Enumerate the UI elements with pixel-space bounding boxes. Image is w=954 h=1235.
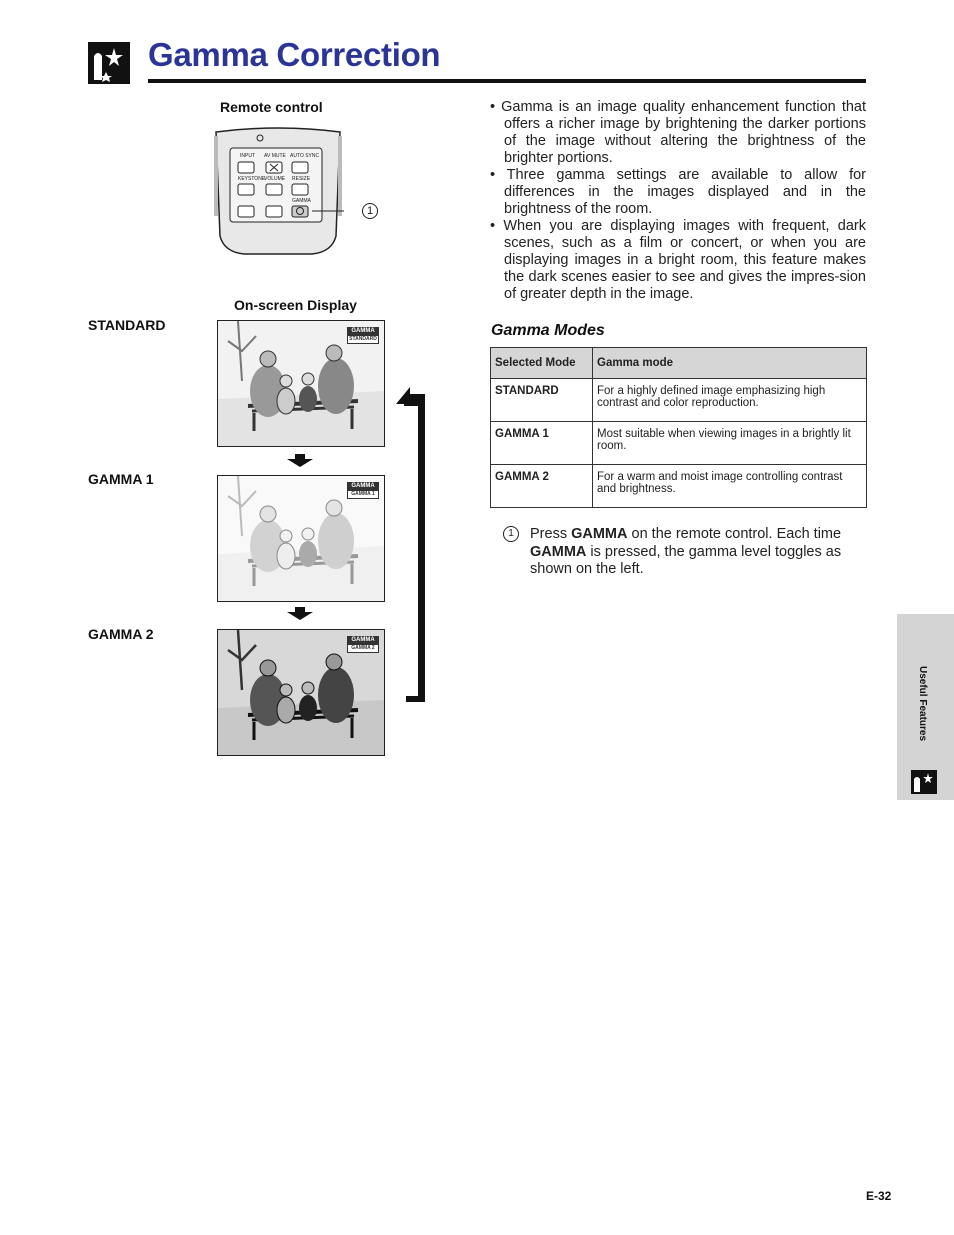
osd-title: GAMMA [347, 482, 379, 490]
keystone-key-label: KEYSTONE [238, 176, 266, 182]
mode-label-gamma1: GAMMA 1 [88, 471, 154, 487]
osd-screen-gamma2 [217, 629, 385, 756]
bullet-item: • Three gamma settings are available to allow for differences in the images displayed and in the brightness of the room. [490, 167, 866, 217]
step-number: 1 [503, 526, 519, 542]
gamma-key-label: GAMMA [292, 198, 311, 204]
star-picture-icon [88, 42, 130, 84]
table-cell-mode: GAMMA 1 [491, 422, 593, 465]
step-text: is pressed, the gamma level toggles as shown on the left. [530, 543, 842, 577]
cycle-arrow-icon [394, 382, 428, 707]
step-key-name: GAMMA [530, 543, 587, 560]
resize-key-label: RESIZE [292, 176, 311, 182]
table-cell-mode: GAMMA 2 [491, 465, 593, 508]
gamma-modes-heading: Gamma Modes [491, 322, 605, 339]
table-header-row [491, 348, 867, 379]
osd-screen-standard [217, 320, 385, 447]
remote-control-illustration [212, 126, 344, 256]
column-header: Selected Mode [491, 348, 593, 379]
auto-sync-key-label: AUTO SYNC [290, 153, 320, 159]
bullet-item: • When you are displaying images with frequent, dark scenes, such as a film or concert, or when you are displaying images in a bright room, this feature makes the dark scenes easier to see and gives the impres-sion of greater depth in the image. [490, 218, 866, 302]
osd-title: GAMMA [347, 636, 379, 644]
remote-control-label: Remote control [220, 99, 323, 115]
table-row [491, 465, 867, 508]
callout-number: 1 [362, 203, 378, 219]
title-divider [148, 79, 866, 83]
input-key-label: INPUT [240, 153, 255, 159]
arrow-down-icon [287, 607, 313, 625]
osd-value: STANDARD [347, 335, 379, 344]
table-row [491, 379, 867, 422]
osd-screen-gamma1 [217, 475, 385, 602]
osd-label: On-screen Display [234, 297, 357, 313]
osd-value: GAMMA 2 [347, 644, 379, 653]
volume-key-label: VOLUME [264, 176, 286, 182]
column-header: Gamma mode [593, 348, 867, 379]
gamma-modes-table [490, 347, 867, 508]
star-picture-icon [911, 770, 937, 794]
side-tab-label [917, 666, 928, 692]
table-cell-mode: STANDARD [491, 379, 593, 422]
table-cell-desc: For a highly defined image emphasizing high contrast and color reproduction. [593, 379, 867, 422]
page-title: Gamma Correction [148, 36, 441, 73]
step-instruction [503, 526, 866, 579]
page-number: E-32 [866, 1189, 892, 1203]
arrow-down-icon [287, 454, 313, 472]
table-cell-desc: For a warm and moist image controlling contrast and brightness. [593, 465, 867, 508]
step-key-name: GAMMA [571, 526, 628, 542]
osd-value: GAMMA 1 [347, 490, 379, 499]
step-text: on the remote control. Each time [627, 526, 842, 542]
step-text: Press [530, 526, 572, 542]
mode-label-gamma2: GAMMA 2 [88, 626, 154, 642]
osd-title: GAMMA [347, 327, 379, 335]
bullet-item: • Gamma is an image quality enhancement function that offers a richer image by brightening the darker portions of the image without altering the brightness of the brighter portions. [490, 99, 866, 166]
av-mute-key-label: AV MUTE [264, 153, 286, 159]
mode-label-standard: STANDARD [88, 317, 166, 333]
gamma-description [490, 99, 866, 303]
table-row [491, 422, 867, 465]
table-cell-desc: Most suitable when viewing images in a brightly lit room. [593, 422, 867, 465]
